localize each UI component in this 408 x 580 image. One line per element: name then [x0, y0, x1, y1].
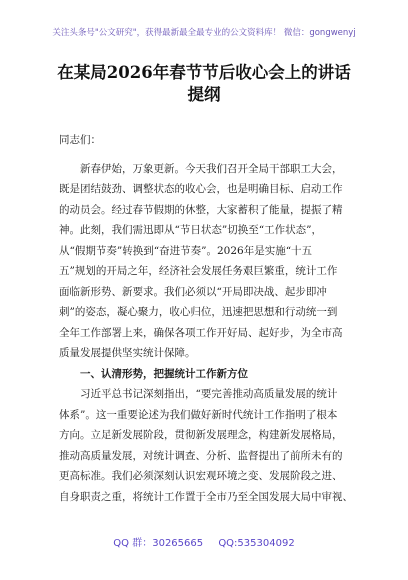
- paragraph-1-line: 神。此刻，我们需迅即从“节日状态”切换至“工作状态”，: [59, 224, 322, 236]
- document-title: [40, 62, 368, 106]
- paragraph-2-line: 体系”。这一重要论述为我们做好新时代统计工作指明了根本: [59, 408, 338, 421]
- paragraph-1-line: 的动员会。经过春节假期的休整，大家蓄积了能量，提振了精: [59, 203, 343, 216]
- title-line-1: 在某局2026年春节节后收心会上的讲话: [57, 63, 351, 82]
- section-1-heading: 一、认清形势，把握统计工作新方位: [80, 367, 248, 380]
- paragraph-1-line: 质量发展提供坚实统计保障。: [59, 347, 196, 359]
- title-line-2: 提纲: [187, 85, 221, 104]
- paragraph-2-line: 推动高质量发展，对统计调查、分析、监督提出了前所未有的: [59, 449, 343, 462]
- paragraph-1-line: 刺”的姿态，凝心聚力，收心归位，迅速把思想和行动统一到: [59, 306, 338, 318]
- greeting: 同志们：: [59, 134, 101, 146]
- paragraph-1-line: 五”规划的开局之年，经济社会发展任务艰巨繁重，统计工作: [59, 265, 338, 277]
- paragraph-2-line: 习近平总书记深刻指出，“要完善推动高质量发展的统计: [80, 388, 338, 400]
- footer-qq-group: QQ 群：30265665: [113, 538, 204, 549]
- footer-contact: [0, 534, 408, 549]
- paragraph-1-line: 全年工作部署上来，确保各项工作开好局、起好步，为全市高: [59, 326, 343, 339]
- document-body: [59, 130, 367, 507]
- paragraph-1-line: 新春伊始，万象更新。今天我们召开全局干部职工大会，: [80, 162, 343, 175]
- header-promo-note: 关注头条号"公文研究"，获得最新最全最专业的公文资料库！ 微信：gongwenyj: [52, 28, 356, 38]
- paragraph-1-line: 从“假期节奏”转换到“奋进节奏”。2026年是实施“十五: [59, 244, 313, 257]
- paragraph-1-line: 既是团结鼓劲、调整状态的收心会，也是明确目标、启动工作: [59, 183, 343, 195]
- paragraph-2-line: 方向。立足新发展阶段，贯彻新发展理念，构建新发展格局，: [59, 429, 343, 441]
- paragraph-2-line: 更高标准。我们必须深刻认识宏观环境之变、发展阶段之进、: [59, 470, 343, 482]
- footer-qq-number: QQ:535304092: [218, 538, 295, 549]
- paragraph-2-line: 自身职责之重，将统计工作置于全市乃至全国发展大局中审视、: [59, 490, 353, 503]
- paragraph-1-line: 面临新形势、新要求。我们必须以“开局即决战、起步即冲: [59, 285, 327, 298]
